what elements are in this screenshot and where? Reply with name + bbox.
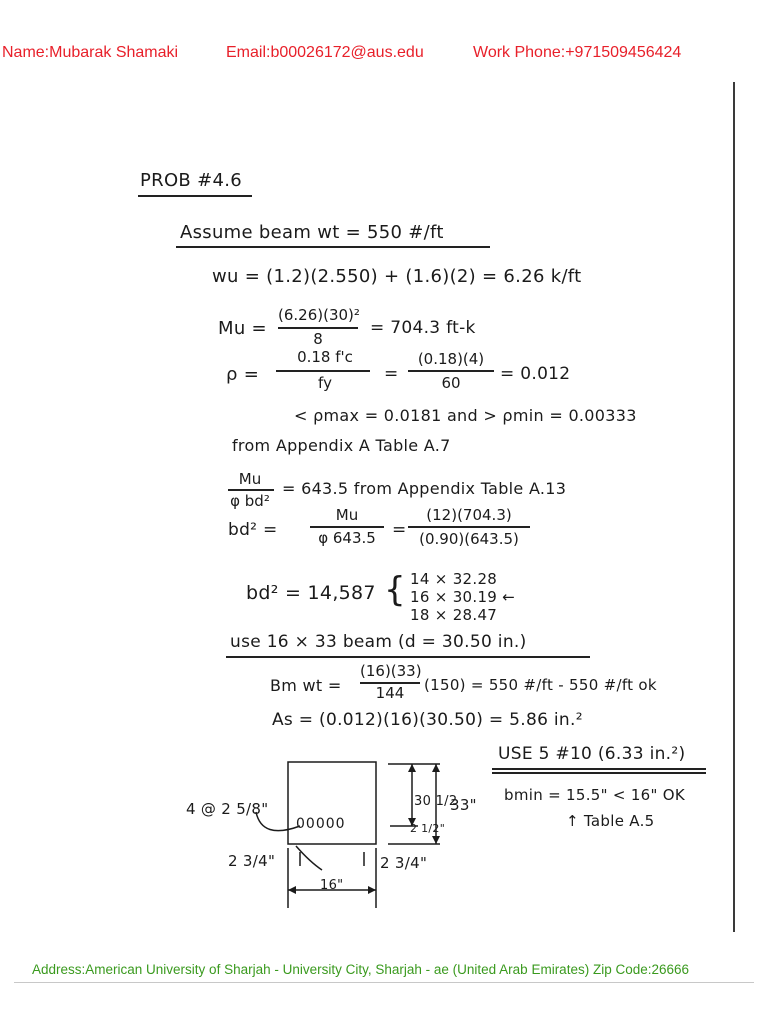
option-14x32: 14 × 32.28 [410, 570, 498, 588]
wu-line: wu = (1.2)(2.550) + (1.6)(2) = 6.26 k/ft [212, 266, 582, 287]
bm-wt-denominator: 144 [375, 684, 405, 702]
footer-divider [14, 982, 754, 983]
mu-phibd-denominator: φ bd² [230, 492, 270, 510]
options-brace: { [384, 570, 406, 610]
rho-equals: = [384, 364, 399, 384]
rho-numerator-2: (0.18)(4) [417, 350, 485, 368]
sketch-total-depth: 33" [450, 796, 477, 814]
mu-phibd-rhs: = 643.5 from Appendix Table A.13 [282, 479, 567, 498]
bd2-numerator-1: Mu [335, 506, 359, 524]
sketch-bottom-cover: 2 1/2" [410, 822, 446, 835]
bm-wt-numerator: (16)(33) [360, 662, 422, 680]
sketch-bars: 00000 [296, 816, 346, 832]
bd2-numerator-2: (12)(704.3) [426, 506, 512, 524]
bm-wt-lhs: Bm wt = [270, 676, 342, 695]
sketch-effective-depth: 30 1/2 [414, 794, 458, 809]
bd2-denominator-2: (0.90)(643.5) [419, 530, 519, 548]
mu-numerator: (6.26)(30)² [278, 306, 360, 324]
mu-denominator: 8 [313, 330, 323, 348]
rho-numerator-1: 0.18 f'c [297, 348, 353, 366]
sketch-width: 16" [320, 878, 344, 893]
sketch-bar-spacing: 4 @ 2 5/8" [186, 800, 269, 818]
rho-rhs: = 0.012 [500, 364, 571, 384]
page-footer-address: Address:American University of Sharjah - University City, Sharjah - ae (United Arab Emirates) Zip Code:26666 [32, 962, 690, 977]
use-beam-line: use 16 × 33 beam (d = 30.50 in.) [230, 632, 527, 652]
rho-lhs: ρ = [226, 364, 260, 385]
rho-denominator-1: fy [318, 374, 332, 392]
mu-rhs: = 704.3 ft-k [370, 318, 476, 338]
rho-limits-check: < ρmax = 0.0181 and > ρmin = 0.00333 [294, 406, 637, 425]
problem-title: PROB #4.6 [140, 170, 243, 191]
bd2-denominator-1: φ 643.5 [318, 529, 376, 547]
sketch-left-cover: 2 3/4" [228, 852, 276, 870]
bd2-equals: = [392, 520, 407, 540]
table-a5-ref: ↑ Table A.5 [566, 812, 655, 830]
option-18x28: 18 × 28.47 [410, 606, 498, 624]
assume-line: Assume beam wt = 550 #/ft [180, 222, 444, 243]
appendix-a7-ref: from Appendix A Table A.7 [232, 436, 451, 455]
rho-denominator-2: 60 [441, 374, 461, 392]
mu-phibd-numerator: Mu [238, 470, 262, 488]
option-16x30: 16 × 30.19 ← [410, 588, 516, 606]
header-name: Name:Mubarak Shamaki [2, 44, 179, 61]
use-bars-line: USE 5 #10 (6.33 in.²) [498, 744, 686, 764]
bm-wt-rhs: (150) = 550 #/ft - 550 #/ft ok [424, 676, 657, 694]
bmin-line: bmin = 15.5" < 16" OK [504, 786, 686, 804]
bd2-lhs: bd² = [228, 520, 278, 540]
header-phone: Work Phone:+971509456424 [473, 44, 682, 61]
sketch-right-cover: 2 3/4" [380, 854, 428, 872]
bd2-result: bd² = 14,587 [246, 582, 376, 604]
as-line: As = (0.012)(16)(30.50) = 5.86 in.² [272, 710, 583, 730]
mu-lhs: Mu = [218, 318, 267, 339]
header-email[interactable]: Email:b00026172@aus.edu [226, 44, 424, 61]
